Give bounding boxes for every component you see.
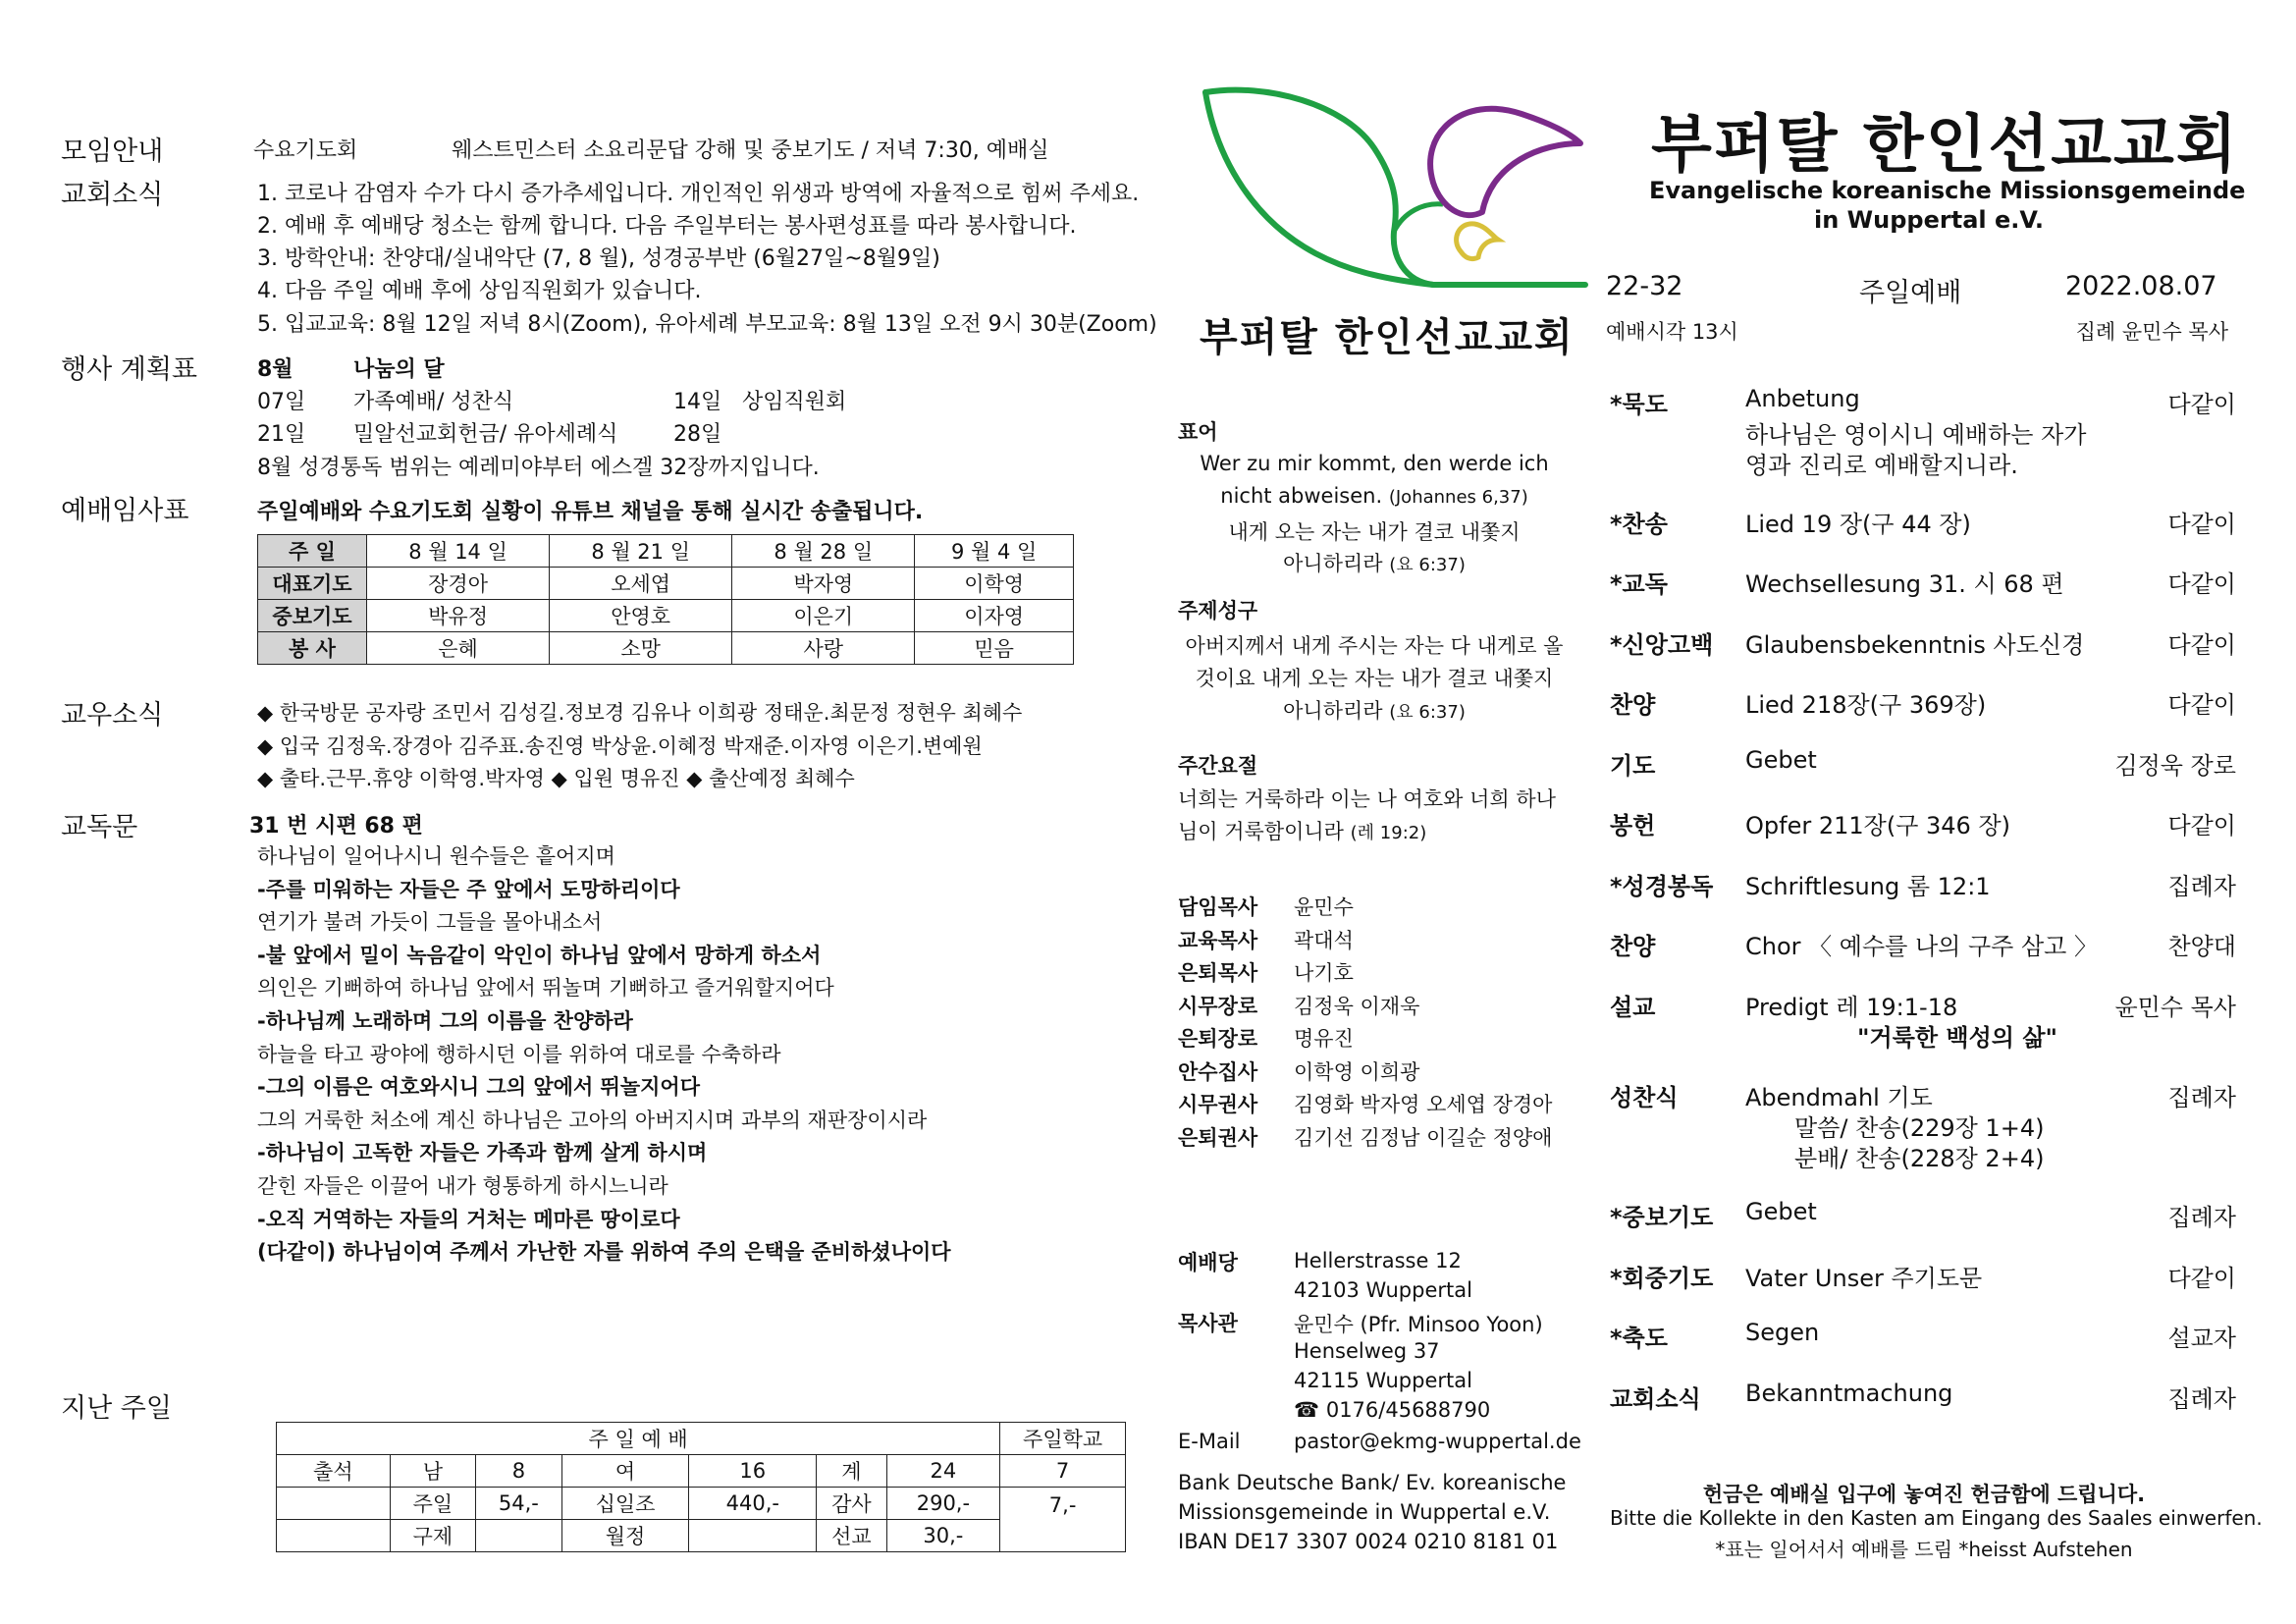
reading-line: 하나님이 일어나시니 원수들은 흩어지며 xyxy=(257,844,615,868)
meeting-name: 수요기도회 xyxy=(253,138,358,163)
att-cell: 주일 xyxy=(390,1488,476,1520)
order-item-who: 다같이 xyxy=(2167,511,2236,538)
roster-label: 예배임사표 xyxy=(61,496,189,526)
roster-cell: 9 월 4 일 xyxy=(915,535,1074,568)
order-item-title: *회중기도 xyxy=(1610,1265,1714,1292)
church-subtitle: in Wuppertal e.V. xyxy=(1814,206,2044,234)
order-item-desc: Opfer 211장(구 346 장) xyxy=(1745,812,2010,839)
staff-role: 시무권사 xyxy=(1178,1093,1258,1116)
roster-cell: 사랑 xyxy=(732,632,915,665)
order-item-desc: Predigt 레 19:1-18 xyxy=(1745,994,1958,1021)
order-item-title: *묵도 xyxy=(1610,391,1668,418)
order-item-desc: Gebet xyxy=(1745,1198,1817,1225)
staff-role: 은퇴목사 xyxy=(1178,961,1258,985)
staff-role: 은퇴권사 xyxy=(1178,1125,1258,1150)
order-item-title: *교독 xyxy=(1610,570,1668,598)
att-cell: 구제 xyxy=(390,1520,476,1552)
att-cell: 16 xyxy=(689,1455,817,1488)
service-leader: 집례 윤민수 목사 xyxy=(2075,320,2228,344)
motto-ko-line: 아니하리라 (요 6:37) xyxy=(1283,552,1466,575)
att-cell: 7 xyxy=(1000,1455,1126,1488)
att-cell xyxy=(277,1488,391,1520)
staff-names: 명유진 xyxy=(1294,1027,1354,1051)
last-sunday-label: 지난 주일 xyxy=(61,1393,172,1424)
pastor-address: Henselweg 37 xyxy=(1294,1339,1440,1363)
att-cell: 24 xyxy=(886,1455,1000,1488)
order-item-who: 다같이 xyxy=(2167,570,2236,598)
order-item-who: 다같이 xyxy=(2167,812,2236,839)
news-item: 5. 입교교육: 8월 12일 저녁 8시(Zoom), 유아세례 부모교육: 8월 13일 오전 9시 30분(Zoom) xyxy=(257,312,1157,337)
att-cell: 30,- xyxy=(886,1520,1000,1552)
order-item-title: *축도 xyxy=(1610,1325,1668,1352)
staff-role: 교육목사 xyxy=(1178,928,1258,952)
att-cell: 8 xyxy=(476,1455,562,1488)
motto-line: nicht abweisen. (Johannes 6,37) xyxy=(1220,484,1528,508)
reading-line: -오직 거역하는 자들의 거처는 메마른 땅이로다 xyxy=(257,1207,680,1231)
members-line: ◆ 한국방문 공자랑 조민서 김성길.정보경 김유나 이희광 정태운.최문정 정현우 최혜수 xyxy=(257,701,1023,725)
events-note: 8월 성경통독 범위는 예레미야부터 에스겔 32장까지입니다. xyxy=(257,456,820,480)
order-item-desc: Vater Unser 주기도문 xyxy=(1745,1265,1983,1292)
reading-line: -불 앞에서 밀이 녹음같이 악인이 하나님 앞에서 망하게 하소서 xyxy=(257,943,822,967)
staff-role: 담임목사 xyxy=(1178,895,1258,919)
order-item-title: 찬양 xyxy=(1610,691,1656,719)
roster-cell: 8 월 21 일 xyxy=(550,535,732,568)
roster-cell: 이자영 xyxy=(915,600,1074,632)
order-item-title: 기도 xyxy=(1610,752,1656,780)
event-date: 14일 xyxy=(673,390,722,414)
staff-role: 안수집사 xyxy=(1178,1059,1258,1084)
order-item-title: *중보기도 xyxy=(1610,1204,1714,1231)
staff-role: 은퇴장로 xyxy=(1178,1027,1258,1051)
att-cell: 남 xyxy=(390,1455,476,1488)
roster-cell: 중보기도 xyxy=(258,600,367,632)
order-item-desc: Chor 〈 예수를 나의 구주 삼고 〉 xyxy=(1745,933,2098,960)
theme-label: 주제성구 xyxy=(1178,599,1258,623)
reading-line: -하나님께 노래하며 그의 이름을 찬양하라 xyxy=(257,1009,633,1033)
reading-line: 연기가 불려 가듯이 그들을 몰아내소서 xyxy=(257,910,603,935)
staff-names: 곽대석 xyxy=(1294,928,1354,952)
roster-cell: 주 일 xyxy=(258,535,367,568)
event-date: 21일 xyxy=(257,422,306,447)
order-item-who: 집례자 xyxy=(2167,1385,2236,1413)
roster-cell: 은혜 xyxy=(367,632,550,665)
order-item-desc: Schriftlesung 롬 12:1 xyxy=(1745,873,1991,900)
order-item-who: 집례자 xyxy=(2167,1084,2236,1111)
footer-line: Bitte die Kollekte in den Kasten am Eingang des Saales einwerfen. xyxy=(1610,1506,2263,1530)
church-title: 부퍼탈 한인선교교회 xyxy=(1651,109,2239,182)
order-item-who: 찬양대 xyxy=(2167,933,2236,960)
events-theme: 나눔의 달 xyxy=(353,357,445,382)
reading-line: -그의 이름은 여호와시니 그의 앞에서 뛰놀지어다 xyxy=(257,1075,700,1100)
footer-line: *표는 일어서서 예배를 드림 *heisst Aufstehen xyxy=(1715,1538,2133,1561)
logo-text: 부퍼탈 한인선교교회 xyxy=(1200,315,1575,360)
event-date: 28일 xyxy=(673,422,722,447)
email-label: E-Mail xyxy=(1178,1430,1241,1453)
order-item-sub: 하나님은 영이시니 예배하는 자가 xyxy=(1745,421,2087,449)
theme-line: 아니하리라 (요 6:37) xyxy=(1283,699,1466,723)
theme-line: 것이요 내게 오는 자는 내가 결코 내쫓지 xyxy=(1195,667,1554,690)
meeting-desc: 웨스트민스터 소요리문답 강해 및 중보기도 / 저녁 7:30, 예배실 xyxy=(452,138,1049,163)
members-label: 교우소식 xyxy=(61,700,164,731)
church-address: 42103 Wuppertal xyxy=(1294,1278,1472,1302)
order-item-desc: Wechsellesung 31. 시 68 편 xyxy=(1745,570,2064,598)
att-cell: 7,- xyxy=(1000,1488,1126,1552)
church-subtitle: Evangelische koreanische Missionsgemeinde xyxy=(1649,177,2246,204)
att-cell: 54,- xyxy=(476,1488,562,1520)
service-date: 2022.08.07 xyxy=(2065,271,2217,301)
order-item-desc: Glaubensbekenntnis 사도신경 xyxy=(1745,631,2085,659)
bank-line: Missionsgemeinde in Wuppertal e.V. xyxy=(1178,1500,1551,1524)
attendance-table xyxy=(276,1422,1126,1552)
order-item-title: *찬송 xyxy=(1610,511,1668,538)
order-item-who: 다같이 xyxy=(2167,631,2236,659)
att-cell: 감사 xyxy=(817,1488,886,1520)
motto-line: Wer zu mir kommt, den werde ich xyxy=(1200,452,1549,475)
order-item-title: 성찬식 xyxy=(1610,1084,1679,1111)
news-item: 2. 예배 후 예배당 청소는 함께 합니다. 다음 주일부터는 봉사편성표를 따라 봉사합니다. xyxy=(257,214,1077,239)
phone: ☎ 0176/45688790 xyxy=(1294,1398,1491,1422)
order-item-title: 교회소식 xyxy=(1610,1385,1701,1413)
att-cell xyxy=(476,1520,562,1552)
reading-line: 의인은 기뻐하여 하나님 앞에서 뛰놀며 기뻐하고 즐거워할지어다 xyxy=(257,976,834,1001)
motto-label: 표어 xyxy=(1178,420,1218,444)
weekly-label: 주간요절 xyxy=(1178,754,1258,778)
bank-line: IBAN DE17 3307 0024 0210 8181 01 xyxy=(1178,1530,1559,1553)
church-address-label: 예배당 xyxy=(1178,1251,1238,1274)
att-cell xyxy=(689,1520,817,1552)
order-item-desc: Lied 19 장(구 44 장) xyxy=(1745,511,1971,538)
order-item-who: 집례자 xyxy=(2167,1204,2236,1231)
att-cell: 290,- xyxy=(886,1488,1000,1520)
staff-names: 김정욱 이재욱 xyxy=(1294,994,1420,1018)
att-cell: 월정 xyxy=(561,1520,689,1552)
order-item-who: 윤민수 목사 xyxy=(2114,994,2236,1021)
bulletin-number: 22-32 xyxy=(1606,271,1683,301)
news-label: 교회소식 xyxy=(61,180,164,210)
order-item-desc: Segen xyxy=(1745,1319,1820,1346)
news-item: 1. 코로나 감염자 수가 다시 증가추세입니다. 개인적인 위생과 방역에 자율적으로 힘써 주세요. xyxy=(257,182,1140,206)
event-name: 상임직원회 xyxy=(742,390,847,414)
order-item-sub: 영과 진리로 예배할지니라. xyxy=(1745,452,2018,479)
weekly-line: 님이 거룩함이니라 (레 19:2) xyxy=(1178,820,1427,843)
order-item-who: 다같이 xyxy=(2167,1265,2236,1292)
att-cell: 계 xyxy=(817,1455,886,1488)
members-line: ◆ 출타.근무.휴양 이학영.박자영 ◆ 입원 명유진 ◆ 출산예정 최혜수 xyxy=(257,767,855,790)
order-item-title: 봉헌 xyxy=(1610,812,1656,839)
bank-line: Bank Deutsche Bank/ Ev. koreanische xyxy=(1178,1471,1567,1494)
order-item-desc: Abendmahl 기도 xyxy=(1745,1084,1933,1111)
event-name: 가족예배/ 성찬식 xyxy=(353,390,514,414)
att-cell: 여 xyxy=(561,1455,689,1488)
motto-ko-line: 내게 오는 자는 내가 결코 내쫓지 xyxy=(1228,520,1521,544)
order-item-desc: Bekanntmachung xyxy=(1745,1380,1953,1407)
event-name: 밀알선교회헌금/ 유아세례식 xyxy=(353,422,618,447)
reading-line: 갇힌 자들은 이끌어 내가 형통하게 하시느니라 xyxy=(257,1174,668,1198)
roster-cell: 박자영 xyxy=(732,568,915,600)
att-cell: 십일조 xyxy=(561,1488,689,1520)
att-cell xyxy=(277,1520,391,1552)
church-logo xyxy=(1198,75,1590,310)
reading-title: 31 번 시편 68 편 xyxy=(249,814,423,839)
roster-table xyxy=(257,534,1074,665)
order-item-who: 집례자 xyxy=(2167,873,2236,900)
order-item-title: 찬양 xyxy=(1610,933,1656,960)
email-link[interactable]: pastor@ekmg-wuppertal.de xyxy=(1294,1430,1581,1453)
staff-names: 김기선 김정남 이길순 정양애 xyxy=(1294,1125,1553,1150)
theme-line: 아버지께서 내게 주시는 자는 다 내게로 올 xyxy=(1185,634,1564,658)
reading-label: 교독문 xyxy=(61,812,138,842)
church-address: Hellerstrasse 12 xyxy=(1294,1249,1462,1272)
pastor-address-label: 목사관 xyxy=(1178,1312,1238,1335)
pastor-address: 윤민수 (Pfr. Minsoo Yoon) xyxy=(1294,1313,1543,1336)
staff-role: 시무장로 xyxy=(1178,994,1258,1018)
roster-cell: 장경아 xyxy=(367,568,550,600)
weekly-line: 너희는 거룩하라 이는 나 여호와 너희 하나 xyxy=(1178,787,1556,811)
reading-line: 그의 거룩한 처소에 계신 하나님은 고아의 아버지시며 과부의 재판장이시라 xyxy=(257,1108,928,1132)
roster-cell: 소망 xyxy=(550,632,732,665)
att-cell: 주일학교 xyxy=(1000,1423,1126,1455)
roster-cell: 대표기도 xyxy=(258,568,367,600)
order-item-desc: Anbetung xyxy=(1745,385,1860,412)
order-item-desc: Gebet xyxy=(1745,746,1817,774)
order-item-title: 설교 xyxy=(1610,994,1656,1021)
att-cell: 주 일 예 배 xyxy=(277,1423,1000,1455)
service-time: 예배시각 13시 xyxy=(1606,320,1738,344)
roster-cell: 이학영 xyxy=(915,568,1074,600)
events-label: 행사 계획표 xyxy=(61,354,197,385)
roster-cell: 봉 사 xyxy=(258,632,367,665)
staff-names: 이학영 이희광 xyxy=(1294,1059,1420,1084)
events-month: 8월 xyxy=(257,357,294,382)
staff-names: 김영화 박자영 오세엽 장경아 xyxy=(1294,1093,1553,1116)
service-name: 주일예배 xyxy=(1859,278,1962,308)
roster-cell: 이은기 xyxy=(732,600,915,632)
roster-cell: 8 월 28 일 xyxy=(732,535,915,568)
pastor-address: 42115 Wuppertal xyxy=(1294,1369,1472,1392)
staff-names: 윤민수 xyxy=(1294,895,1354,919)
order-item-sub: "거룩한 백성의 삶" xyxy=(1857,1024,2058,1052)
reading-line: -주를 미워하는 자들은 주 앞에서 도망하리이다 xyxy=(257,877,680,901)
att-cell: 출석 xyxy=(277,1455,391,1488)
reading-line: -하나님이 고독한 자들은 가족과 함께 살게 하시며 xyxy=(257,1141,708,1165)
att-cell: 선교 xyxy=(817,1520,886,1552)
order-item-title: *신앙고백 xyxy=(1610,631,1714,659)
roster-cell: 안영호 xyxy=(550,600,732,632)
order-item-desc: Lied 218장(구 369장) xyxy=(1745,691,1987,719)
roster-note: 주일예배와 수요기도회 실황이 유튜브 채널을 통해 실시간 송출됩니다. xyxy=(257,500,924,524)
roster-cell: 오세엽 xyxy=(550,568,732,600)
members-line: ◆ 입국 김정욱.장경아 김주표.송진영 박상윤.이혜정 박재준.이자영 이은기.변예원 xyxy=(257,734,983,758)
roster-cell: 8 월 14 일 xyxy=(367,535,550,568)
reading-line: 하늘을 타고 광야에 행하시던 이를 위하여 대로를 수축하라 xyxy=(257,1042,781,1066)
staff-names: 나기호 xyxy=(1294,961,1354,985)
order-item-who: 다같이 xyxy=(2167,391,2236,418)
news-item: 4. 다음 주일 예배 후에 상임직원회가 있습니다. xyxy=(257,279,702,303)
order-item-sub: 말씀/ 찬송(229장 1+4) xyxy=(1794,1114,2045,1142)
order-item-sub: 분배/ 찬송(228장 2+4) xyxy=(1794,1145,2045,1172)
footer-line: 헌금은 예배실 입구에 놓여진 헌금함에 드립니다. xyxy=(1702,1483,2146,1506)
order-item-who: 다같이 xyxy=(2167,691,2236,719)
news-item: 3. 방학안내: 찬양대/실내악단 (7, 8 월), 성경공부반 (6월27일~8월9일) xyxy=(257,246,940,271)
roster-cell: 박유정 xyxy=(367,600,550,632)
event-date: 07일 xyxy=(257,390,306,414)
order-item-who: 설교자 xyxy=(2167,1325,2236,1352)
order-item-who: 김정욱 장로 xyxy=(2114,752,2236,780)
reading-line: (다같이) 하나님이여 주께서 가난한 자를 위하여 주의 은택을 준비하셨나이다 xyxy=(257,1240,951,1265)
order-item-title: *성경봉독 xyxy=(1610,873,1714,900)
meeting-label: 모임안내 xyxy=(61,136,164,167)
att-cell: 440,- xyxy=(689,1488,817,1520)
roster-cell: 믿음 xyxy=(915,632,1074,665)
